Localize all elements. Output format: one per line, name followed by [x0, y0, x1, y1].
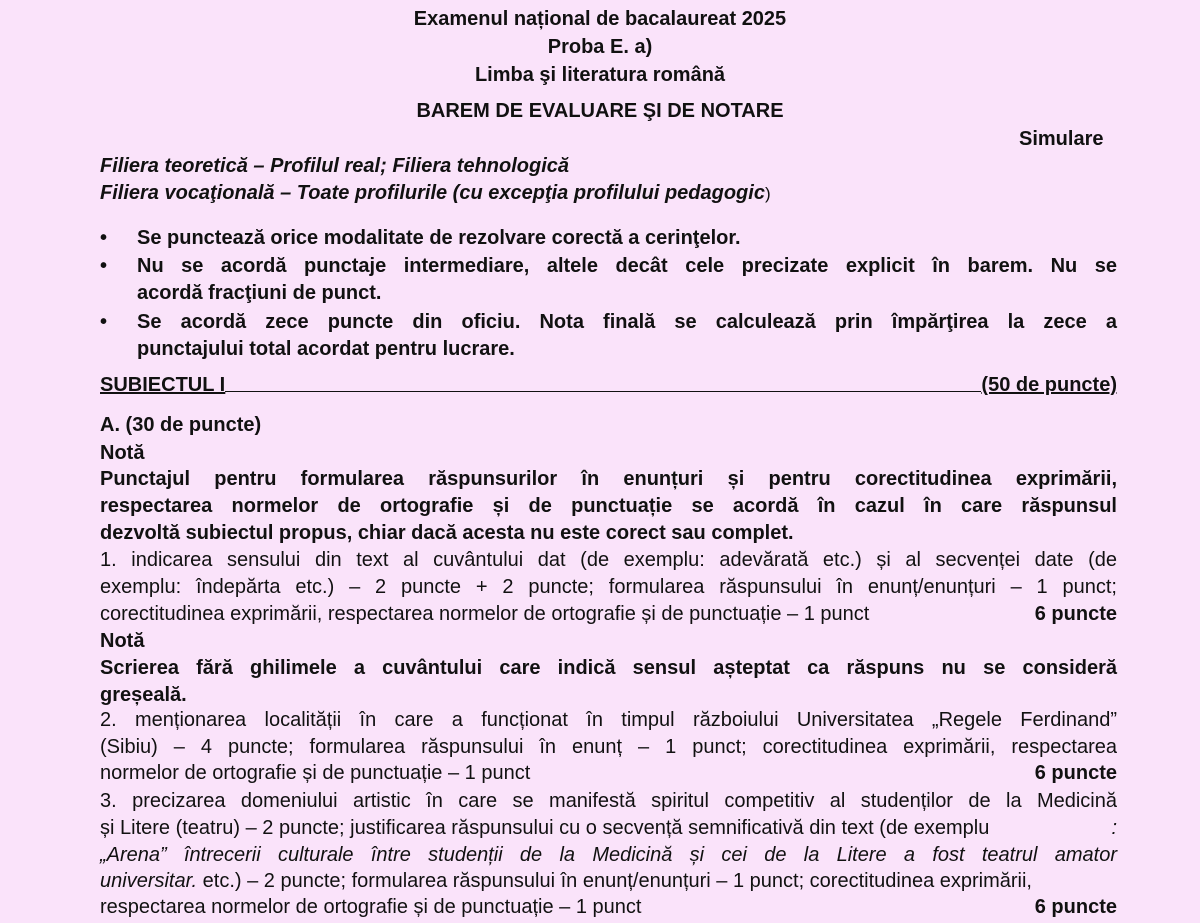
item-3-line-4-quote: universitar.	[100, 870, 198, 892]
bullet-2-line-1: Nu se acordă punctaje intermediare, altele decât cele precizate explicit în barem. Nu se	[137, 255, 1117, 277]
bullet-icon: •	[100, 311, 108, 333]
item-3-line-2-text: și Litere (teatru) – 2 puncte; justificarea răspunsului cu o secvență semnificativă din text (de exemplu	[100, 817, 990, 839]
item-1-points: 6 puncte	[1034, 603, 1117, 625]
bullet-1: Se punctează orice modalitate de rezolvare corectă a cerinţelor.	[137, 227, 741, 249]
nota-2-line-1: Scrierea fără ghilimele a cuvântului care indică sensul așteptat ca răspuns nu se consideră	[100, 657, 1117, 679]
item-1-text: corectitudinea exprimării, respectarea normelor de ortografie și de punctuație – 1 punct	[100, 603, 870, 625]
exam-title: Examenul național de bacalaureat 2025	[413, 8, 787, 30]
exam-subject: Limba şi literatura română	[474, 64, 726, 86]
item-3-line-4	[100, 870, 1117, 893]
nota-2-heading: Notă	[100, 630, 145, 652]
bullet-3-line-1: Se acordă zece puncte din oficiu. Nota finală se calculează prin împărţirea la zece a	[137, 311, 1117, 333]
item-1-line-1: 1. indicarea sensului din text al cuvântului dat (de exemplu: adevărată etc.) și al secvenței date (de	[100, 549, 1117, 571]
nota-1-heading: Notă	[100, 442, 145, 464]
bullet-icon: •	[100, 255, 108, 277]
bullet-icon: •	[100, 227, 108, 249]
filiera-line-2-text: Filiera vocaţională – Toate profilurile (cu excepţia profilului pedagogic	[100, 182, 765, 204]
item-3-text: respectarea normelor de ortografie și de punctuație – 1 punct	[100, 896, 642, 918]
subject-title: SUBIECTUL I	[100, 374, 226, 396]
nota-1-line-3: dezvoltă subiectul propus, chiar dacă acesta nu este corect sau complet.	[100, 522, 794, 544]
item-3-line-3: „Arena” întrecerii culturale între studenții de la Medicină și cei de la Litere a fost teatrul amator	[100, 844, 1117, 866]
subject-underline	[225, 374, 981, 392]
item-2-points: 6 puncte	[1034, 762, 1117, 784]
nota-2-line-2: greșeală.	[100, 684, 187, 706]
bullet-2-line-2: acordă fracţiuni de punct.	[137, 282, 382, 304]
nota-1-line-1: Punctajul pentru formularea răspunsurilor în enunțuri și pentru corectitudinea exprimării,	[100, 468, 1117, 490]
item-2-line-2: (Sibiu) – 4 puncte; formularea răspunsului în enunț – 1 punct; corectitudinea exprimării, respectarea	[100, 736, 1117, 758]
subject-points: (50 de puncte)	[981, 374, 1117, 396]
barem-title: BAREM DE EVALUARE ŞI DE NOTARE	[416, 100, 784, 122]
item-3-line-2-colon: :	[1111, 817, 1117, 839]
item-3-line-2	[100, 817, 1117, 840]
item-1-line-2: exemplu: îndepărta etc.) – 2 puncte + 2 puncte; formularea răspunsului în enunț/enunțuri – 1 punct;	[100, 576, 1117, 598]
filiera-line-2	[100, 182, 771, 205]
item-3-line-5	[100, 896, 1117, 919]
exam-proba: Proba E. a)	[547, 36, 653, 58]
item-1-line-3	[100, 603, 1117, 626]
subject-heading	[100, 374, 1117, 397]
filiera-line-1: Filiera teoretică – Profilul real; Filiera tehnologică	[100, 155, 570, 177]
item-3-line-1: 3. precizarea domeniului artistic în care se manifestă spiritul competitiv al studenților de la Medicină	[100, 790, 1117, 812]
simulare-label: Simulare	[1019, 128, 1104, 150]
bullet-3-line-2: punctajului total acordat pentru lucrare.	[137, 338, 515, 360]
item-2-line-3	[100, 762, 1117, 785]
item-3-points: 6 puncte	[1034, 896, 1117, 918]
item-3-line-4-text: etc.) – 2 puncte; formularea răspunsului în enunț/enunțuri – 1 punct; corectitudinea exprimării,	[197, 870, 1032, 892]
part-a-title: A. (30 de puncte)	[100, 414, 262, 436]
nota-1-line-2: respectarea normelor de ortografie și de punctuație se acordă în cazul în care răspunsul	[100, 495, 1117, 517]
filiera-line-2-end: )	[764, 184, 771, 203]
item-2-text: normelor de ortografie și de punctuație – 1 punct	[100, 762, 531, 784]
item-2-line-1: 2. menționarea localității în care a funcționat în timpul războiului Universitatea „Regele Ferdinand”	[100, 709, 1117, 731]
